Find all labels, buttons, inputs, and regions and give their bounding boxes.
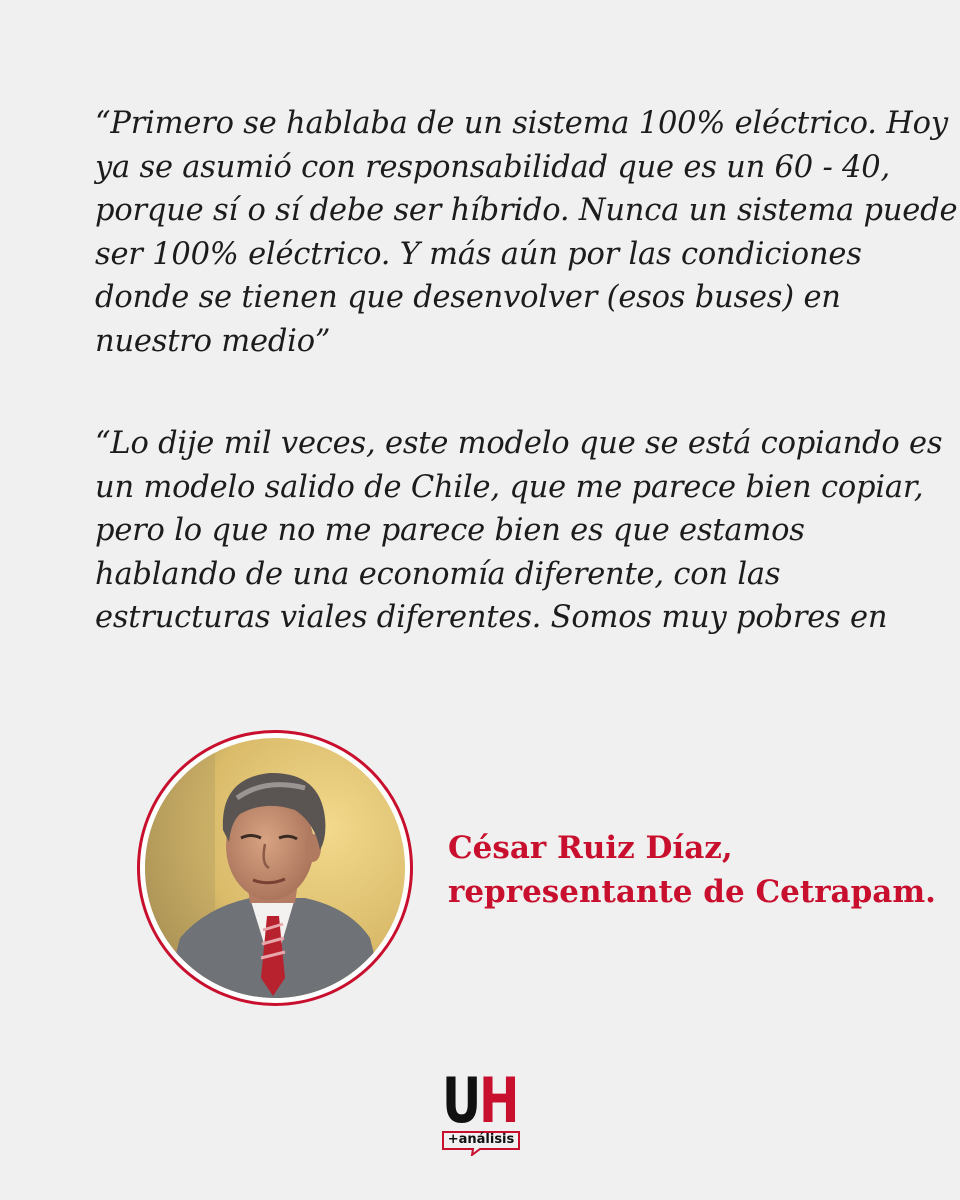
logo-letter-u: U (442, 1064, 479, 1137)
speaker-attribution (448, 826, 936, 914)
quote-line: “Lo dije mil veces, este modelo que se está copiando es (95, 426, 943, 461)
speaker-role: representante de Cetrapam. (448, 874, 936, 910)
uh-logo (442, 1064, 522, 1160)
quote-line: ser 100% eléctrico. Y más aún por las condiciones (95, 236, 862, 272)
speaker-portrait (137, 730, 413, 1006)
quote-line: donde se tienen que desenvolver (esos buses) en (95, 280, 841, 315)
logo-letter-h: H (478, 1064, 518, 1137)
quote-line: hablando de una economía diferente, con las (95, 556, 781, 592)
quote-line: porque sí o sí debe ser híbrido. Nunca un sistema puede (95, 193, 958, 228)
quote-line: nuestro medio” (95, 323, 331, 359)
speaker-name: César Ruiz Díaz, (448, 830, 733, 866)
quote-block-1 (95, 102, 958, 363)
logo-wordmark (442, 1064, 518, 1137)
logo-tagline: +análisis (447, 1132, 515, 1147)
quote-line: ya se asumió con responsabilidad que es un 60 - 40, (95, 149, 890, 185)
quote-line: estructuras viales diferentes. Somos muy pobres en (95, 600, 888, 635)
quote-line: “Primero se hablaba de un sistema 100% eléctrico. Hoy (95, 106, 948, 141)
quote-block-2 (95, 422, 943, 640)
quote-line: pero lo que no me parece bien es que estamos (95, 513, 805, 548)
quote-line: un modelo salido de Chile, que me parece bien copiar, (95, 469, 924, 505)
speaker-photo (145, 738, 405, 998)
